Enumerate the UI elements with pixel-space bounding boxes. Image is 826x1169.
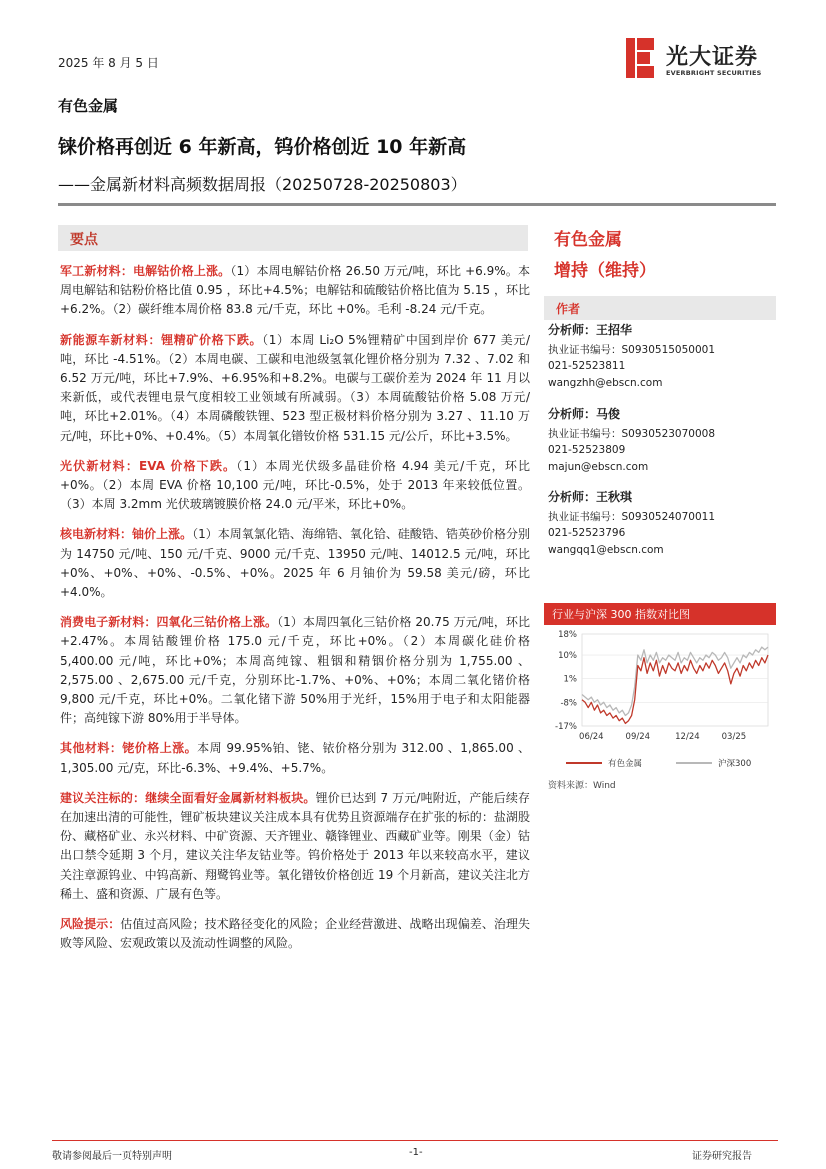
analyst-email[interactable]: wangzhh@ebscn.com [548,376,663,389]
key-point-military: 军工新材料：电解钴价格上涨。（1）本周电解钴价格 26.50 万元/吨，环比 +6.9%。本周电解钴和钴粉价格比值 0.95 ，环比+4.5%；电解钴和硫酸钴价格比值为 5.15 ，环比+6.2%。（2）碳纤维本周价格 83.8 元/千克，环比 +0%。毛利 -8.24 元/千克。 [60,264,530,317]
chart-heading: 行业与沪深 300 指数对比图 [552,608,690,621]
analyst-phone: 021-52523811 [548,360,626,372]
sidebar-rating: 增持（维持） [554,261,656,281]
analyst-name: 分析师：王招华 [548,323,633,337]
report-date: 2025 年 8 月 5 日 [58,56,159,70]
key-point-other: 其他材料：铑价格上涨。本周 99.95%铂、铑、铱价格分别为 312.00 、1,865.00 、1,305.00 元/克，环比-6.3%、+9.4%、+5.7%。 [60,741,530,775]
footer-disclaimer: 敬请参阅最后一页特别声明 [52,1151,172,1162]
analyst-phone: 021-52523796 [548,527,626,539]
y-tick-label: 18% [558,630,577,640]
footer-report-type: 证券研究报告 [692,1151,752,1162]
analyst-card [548,322,776,391]
analyst-email[interactable]: wangqq1@ebscn.com [548,543,664,556]
x-tick-label: 03/25 [721,732,747,742]
x-tick-label: 09/24 [625,732,651,742]
analyst-license: 执业证书编号：S0930515050001 [548,343,716,356]
key-point-electronics: 消费电子新材料：四氧化三钴价格上涨。（1）本周四氧化三钴价格 20.75 万元/吨，环比+2.47%。本周钴酸锂价格 175.0 元/千克，环比+0%。（2）本周碳化硅价格 5,400.00 元/吨，环比+0%；本周高纯镓、粗铟和精铟价格分别为 1,755.00 、2,575.00 、2,675.00 元/千克，分别环比-1.7%、+0%、+0%；本周二氧化锗价格 9,800 元/千克，环比+0%。二氧化锗下游 50%用于光纤，15%用于电子和太阳能器件；高纯镓下游 80%用于半导体。 [60,615,530,726]
logo-text-cn: 光大证券 [666,45,759,70]
analyst-email[interactable]: majun@ebscn.com [548,460,649,473]
legend-label: 有色金属 [608,759,643,769]
key-points-heading: 要点 [70,232,98,248]
logo-text-en: EVERBRIGHT SECURITIES [666,69,762,77]
report-title: 铼价格再创近 6 年新高，钨价格创近 10 年新高 [58,136,467,158]
analyst-phone: 021-52523809 [548,444,626,456]
key-points-body [60,262,530,965]
legend-label: 沪深300 [718,759,752,769]
analyst-name: 分析师：王秋琪 [548,490,633,504]
report-subtitle: ——金属新材料高频数据周报（20250728-20250803） [58,175,467,194]
analyst-name: 分析师：马俊 [548,407,621,421]
industry-label: 有色金属 [58,97,119,115]
index-comparison-chart [546,626,776,776]
analyst-license: 执业证书编号：S0930524070011 [548,510,716,523]
x-tick-label: 06/24 [579,732,604,742]
y-tick-label: -17% [555,722,577,732]
series-line [582,655,768,723]
x-tick-label: 12/24 [675,732,700,742]
analyst-card [548,489,776,558]
key-point-pv: 光伏新材料：EVA 价格下跌。（1）本周光伏级多晶硅价格 4.94 美元/千克，环比 +0%。（2）本周 EVA 价格 10,100 元/吨，环比-0.5%，处于 2013 年来较低位置。（3）本周 3.2mm 光伏玻璃镀膜价格 24.0 元/平米，环比+0%。 [60,458,531,512]
y-tick-label: 10% [558,651,577,662]
key-point-nuclear: 核电新材料：铀价上涨。（1）本周氧氯化锆、海绵锆、氧化铪、硅酸锆、锆英砂价格分别为 14750 元/吨、150 元/千克、9000 元/千克、13950 元/吨、14012.5 元/吨，环比+0%、+0%、+0%、-0.5%、+0%。2025 年 6 月铀价为 59.58 美元/磅，环比+4.0%。 [60,527,530,600]
footer-divider [52,1140,778,1141]
everbright-logo [626,38,776,82]
y-tick-label: -8% [560,698,577,709]
key-point-nev: 新能源车新材料：锂精矿价格下跌。（1）本周 Li₂O 5%锂精矿中国到岸价 677 美元/吨，环比 -4.51%。（2）本周电碳、工碳和电池级氢氧化锂价格分别为 7.32 、7.02 和 6.52 万元/吨，环比+7.9%、+6.95%和+8.2%。电碳与工碳价差为 2024 年 11 月以来新低，或代表锂电景气度相较工业领域有所减弱。（3）本周硫酸钴价格 5.08 万元/吨，环比+2.01%。（4）本周磷酸铁锂、523 型正极材料价格分别为 3.27 、11.10 万元/吨，环比+0%、+0.4%。（5）本周氧化镨钕价格 531.15 元/公斤，环比+3.5%。 [60,332,530,443]
analyst-card [548,406,776,475]
chart-source: 资料来源：Wind [548,781,616,791]
everbright-logo-icon [626,38,656,78]
analyst-license: 执业证书编号：S0930523070008 [548,427,716,440]
header-divider [58,203,776,206]
series-line [582,647,768,715]
key-point-recommendation: 建议关注标的：继续全面看好金属新材料板块。锂价已达到 7 万元/吨附近，产能后续存在加速出清的可能性，锂矿板块建议关注成本具有优势且资源端存在扩张的标的：盐湖股份、藏格矿业、永兴材料、中矿资源、天齐锂业、赣锋锂业、西藏矿业等。刚果（金）钴出口禁令延期 3 个月，建议关注华友钴业等。钨价格处于 2013 年以来较高水平，建议关注章源钨业、中钨高新、翔鹭钨业等。氧化镨钕价格创近 19 个月新高，建议关注北方稀土、盛和资源、广晟有色等。 [60,790,530,901]
key-point-risk: 风险提示：估值过高风险；技术路径变化的风险；企业经营激进、战略出现偏差、治理失败等风险、宏观政策以及流动性调整的风险。 [60,917,530,951]
y-tick-label: 1% [563,674,577,685]
authors-heading: 作者 [556,302,581,316]
plot-frame [582,634,768,726]
key-points-header-bar [58,225,528,251]
footer-page-number: -1- [409,1147,423,1158]
sidebar-industry: 有色金属 [554,230,622,250]
